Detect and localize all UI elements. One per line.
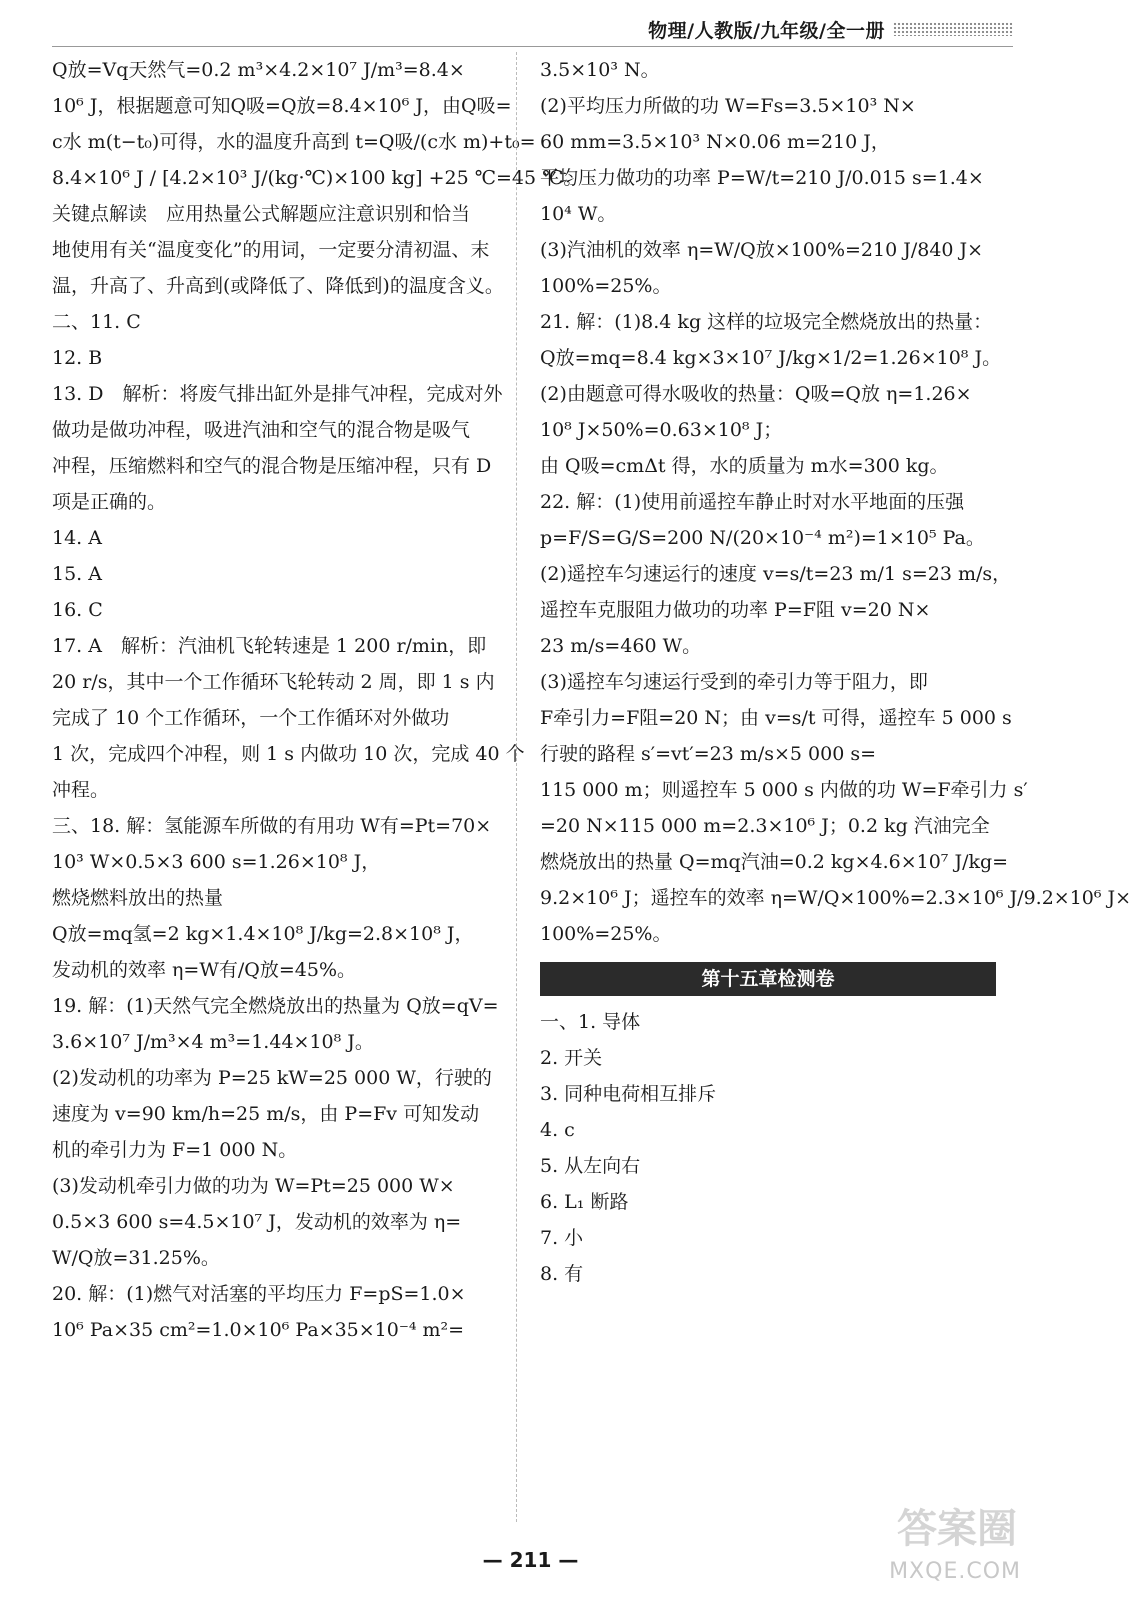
answer-line: 20. 解：(1)燃气对活塞的平均压力 F=pS=1.0× [52, 1283, 466, 1305]
answer-line: 7. 小 [540, 1227, 584, 1249]
answer-line: 2. 开关 [540, 1047, 603, 1069]
answer-line: 行驶的路程 s′=vt′=23 m/s×5 000 s= [540, 743, 877, 765]
answer-line: Q放=mq=8.4 kg×3×10⁷ J/kg×1/2=1.26×10⁸ J。 [540, 347, 1002, 369]
answer-line: 三、18. 解：氢能源车所做的有用功 W有=Pt=70× [52, 815, 492, 837]
answer-line: (3)遥控车匀速运行受到的牵引力等于阻力，即 [540, 671, 928, 693]
right-column [540, 52, 1131, 1292]
answer-line: 冲程。 [52, 779, 110, 801]
answer-line: 3.6×10⁷ J/m³×4 m³=1.44×10⁸ J。 [52, 1031, 374, 1053]
answer-line: 115 000 m；则遥控车 5 000 s 内做的功 W=F牵引力 s′ [540, 779, 1028, 801]
answer-line: (2)遥控车匀速运行的速度 v=s/t=23 m/1 s=23 m/s， [540, 563, 1012, 585]
answer-line: 8.4×10⁶ J / [4.2×10³ J/(kg·℃)×100 kg] +25 ℃=45 ℃。 [52, 167, 583, 189]
answer-line: 燃烧燃料放出的热量 [52, 887, 224, 909]
answer-line: F牵引力=F阻=20 N；由 v=s/t 可得，遥控车 5 000 s [540, 707, 1012, 729]
answer-line: 平均压力做功的功率 P=W/t=210 J/0.015 s=1.4× [540, 167, 984, 189]
answer-line: 二、11. C [52, 311, 141, 333]
answer-line: 燃烧放出的热量 Q=mq汽油=0.2 kg×4.6×10⁷ J/kg= [540, 851, 1009, 873]
answer-line: 19. 解：(1)天然气完全燃烧放出的热量为 Q放=qV= [52, 995, 499, 1017]
watermark-url: MXQE.COM [889, 1559, 1021, 1584]
answer-line: 由 Q吸=cmΔt 得，水的质量为 m水=300 kg。 [540, 455, 949, 477]
answer-line: 10⁶ Pa×35 cm²=1.0×10⁶ Pa×35×10⁻⁴ m²= [52, 1319, 465, 1341]
answer-line: 12. B [52, 347, 103, 369]
answer-line: W/Q放=31.25%。 [52, 1247, 220, 1269]
section-title-banner: 第十五章检测卷 [540, 962, 996, 996]
answer-line: c水 m(t−t₀)可得，水的温度升高到 t=Q吸/(c水 m)+t₀= [52, 131, 536, 153]
answer-line: (2)由题意可得水吸收的热量：Q吸=Q放 η=1.26× [540, 383, 972, 405]
answer-line: 冲程，压缩燃料和空气的混合物是压缩冲程，只有 D [52, 455, 492, 477]
answer-line: 温，升高了、升高到(或降低了、降低到)的温度含义。 [52, 275, 504, 297]
answer-line: (2)平均压力所做的功 W=Fs=3.5×10³ N× [540, 95, 916, 117]
answer-line: 15. A [52, 563, 102, 585]
answer-line: 16. C [52, 599, 103, 621]
header-dot-pattern [893, 22, 1013, 36]
running-header [648, 14, 1013, 44]
header-rule [52, 46, 1013, 47]
answer-line: 遥控车克服阻力做功的功率 P=F阻 v=20 N× [540, 599, 931, 621]
answer-line: 做功是做功冲程，吸进汽油和空气的混合物是吸气 [52, 419, 471, 441]
column-divider [516, 52, 517, 1522]
answer-line: 13. D 解析：将废气排出缸外是排气冲程，完成对外 [52, 383, 503, 405]
answer-line: (2)发动机的功率为 P=25 kW=25 000 W，行驶的 [52, 1067, 492, 1089]
answer-line: 地使用有关“温度变化”的用词，一定要分清初温、末 [52, 239, 490, 261]
answer-line: 14. A [52, 527, 102, 549]
right-answers [540, 52, 1131, 952]
answer-line: (3)汽油机的效率 η=W/Q放×100%=210 J/840 J× [540, 239, 984, 261]
header-title: 物理/人教版/九年级/全一册 [648, 19, 885, 42]
answer-line: 关键点解读 应用热量公式解题应注意识别和恰当 [52, 203, 471, 225]
watermark-logo: 答案圈 [897, 1506, 1017, 1552]
answer-line: 60 mm=3.5×10³ N×0.06 m=210 J， [540, 131, 890, 153]
answer-line: 6. L₁ 断路 [540, 1191, 629, 1213]
answer-line: 项是正确的。 [52, 491, 167, 513]
answer-line: 3. 同种电荷相互排斥 [540, 1083, 717, 1105]
answer-line: 0.5×3 600 s=4.5×10⁷ J，发动机的效率为 η= [52, 1211, 462, 1233]
answer-line: Q放=Vq天然气=0.2 m³×4.2×10⁷ J/m³=8.4× [52, 59, 465, 81]
answer-line: =20 N×115 000 m=2.3×10⁶ J；0.2 kg 汽油完全 [540, 815, 990, 837]
answer-line: 5. 从左向右 [540, 1155, 641, 1177]
answer-line: 一、1. 导体 [540, 1011, 641, 1033]
answer-line: 1 次，完成四个冲程，则 1 s 内做功 10 次，完成 40 个 [52, 743, 525, 765]
answer-line: 机的牵引力为 F=1 000 N。 [52, 1139, 298, 1161]
answer-line: (3)发动机牵引力做的功为 W=Pt=25 000 W× [52, 1175, 455, 1197]
section-answers [540, 1004, 996, 1292]
page-number: — 211 — [482, 1548, 579, 1572]
answer-line: 8. 有 [540, 1263, 584, 1285]
answer-line: 10⁶ J，根据题意可知Q吸=Q放=8.4×10⁶ J，由Q吸= [52, 95, 512, 117]
answer-line: 10⁸ J×50%=0.63×10⁸ J； [540, 419, 783, 441]
answer-line: 100%=25%。 [540, 275, 672, 297]
answer-line: 3.5×10³ N。 [540, 59, 660, 81]
answer-line: 17. A 解析：汽油机飞轮转速是 1 200 r/min，即 [52, 635, 487, 657]
answer-line: 发动机的效率 η=W有/Q放=45%。 [52, 959, 357, 981]
answer-line: 22. 解：(1)使用前遥控车静止时对水平地面的压强 [540, 491, 965, 513]
answer-line: Q放=mq氢=2 kg×1.4×10⁸ J/kg=2.8×10⁸ J， [52, 923, 474, 945]
answer-line: 完成了 10 个工作循环，一个工作循环对外做功 [52, 707, 450, 729]
answer-line: 20 r/s，其中一个工作循环飞轮转动 2 周，即 1 s 内 [52, 671, 495, 693]
answer-line: 10⁴ W。 [540, 203, 617, 225]
answer-line: 9.2×10⁶ J；遥控车的效率 η=W/Q×100%=2.3×10⁶ J/9.2×10⁶ J× [540, 887, 1131, 909]
answer-line: 速度为 v=90 km/h=25 m/s，由 P=Fv 可知发动 [52, 1103, 480, 1125]
answer-line: 100%=25%。 [540, 923, 672, 945]
answer-line: 23 m/s=460 W。 [540, 635, 702, 657]
answer-line: p=F/S=G/S=200 N/(20×10⁻⁴ m²)=1×10⁵ Pa。 [540, 527, 985, 549]
answer-line: 10³ W×0.5×3 600 s=1.26×10⁸ J， [52, 851, 381, 873]
answer-line: 4. c [540, 1119, 575, 1141]
answer-line: 21. 解：(1)8.4 kg 这样的垃圾完全燃烧放出的热量： [540, 311, 993, 333]
